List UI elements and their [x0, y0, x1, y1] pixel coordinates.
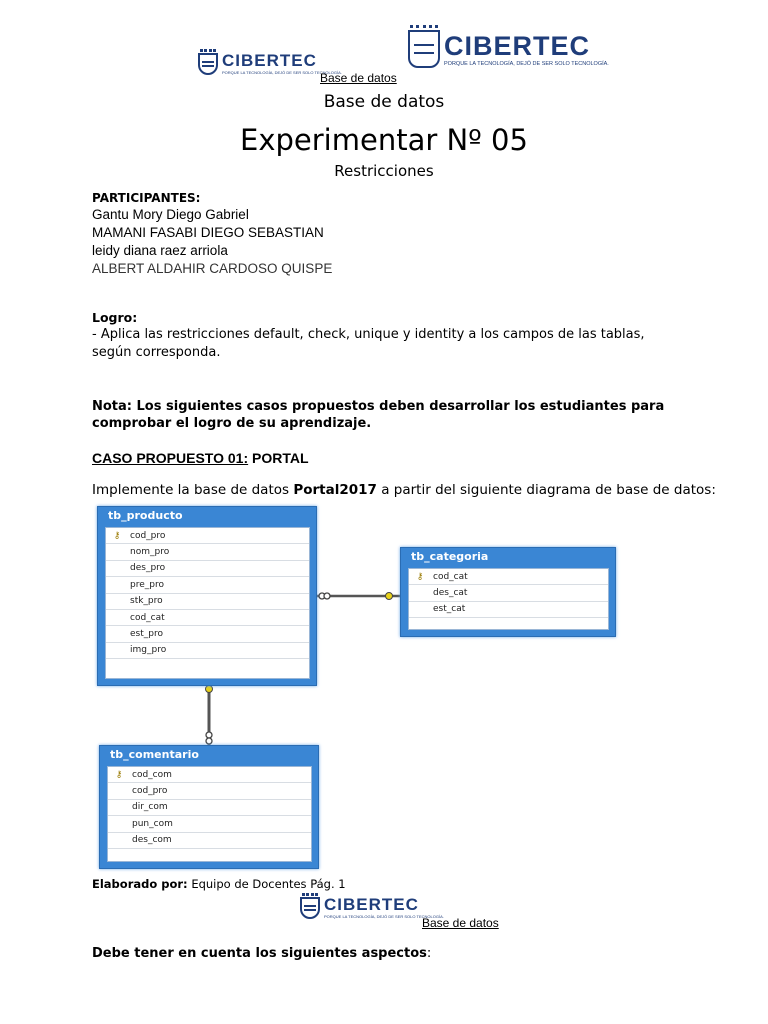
table-field-row: img_pro	[106, 643, 309, 659]
participant-name: ALBERT ALDAHIR CARDOSO QUISPE	[92, 261, 333, 276]
implement-db-name: Portal2017	[293, 482, 377, 498]
table-field-row: stk_pro	[106, 594, 309, 610]
many-end-icon	[324, 593, 330, 599]
table-field-row: dir_com	[108, 800, 311, 816]
table-fields	[408, 568, 609, 630]
aspectos-label: Debe tener en cuenta los siguientes aspectos	[92, 946, 427, 961]
logo-word: CIBERTEC	[444, 31, 591, 61]
table-field-row: des_cat	[409, 585, 608, 601]
table-field-row: est_pro	[106, 626, 309, 642]
table-title: tb_comentario	[110, 748, 199, 761]
table-field-row: cod_cat	[106, 610, 309, 626]
many-end-icon	[206, 732, 212, 738]
table-fields	[105, 527, 310, 679]
implement-post: a partir del siguiente diagrama de base de datos:	[376, 482, 716, 498]
participant-name: Gantu Mory Diego Gabriel	[92, 207, 249, 222]
logo-tagline: PORQUE LA TECNOLOGÍA, DEJÓ DE SER SOLO TECNOLOGÍA.	[444, 61, 609, 67]
page-title: Experimentar Nº 05	[240, 123, 528, 157]
table-title: tb_categoria	[411, 550, 489, 563]
header-course-link[interactable]: Base de datos	[320, 71, 397, 85]
primary-key-icon: ⚷	[115, 769, 123, 780]
table-tb-categoria	[400, 547, 616, 637]
page-subtitle: Restricciones	[334, 162, 434, 180]
logo-word: CIBERTEC	[222, 51, 317, 70]
primary-key-icon: ⚷	[113, 530, 121, 541]
table-tb-producto	[97, 506, 317, 686]
logro-text: - Aplica las restricciones default, check, unique y identity a los campos de las tablas, según corresponda.	[92, 327, 645, 360]
table-fields	[107, 766, 312, 862]
table-tb-comentario	[99, 745, 319, 869]
primary-key-icon: ⚷	[416, 571, 424, 582]
table-field-row: des_com	[108, 833, 311, 849]
table-title: tb_producto	[108, 509, 183, 522]
nota-text: Nota: Los siguientes casos propuestos deben desarrollar los estudiantes para comprobar el logro de su aprendizaje.	[92, 399, 665, 431]
case-label: CASO PROPUESTO 01:	[92, 450, 249, 466]
logro-label: Logro:	[92, 310, 138, 325]
participant-name: leidy diana raez arriola	[92, 243, 228, 258]
logo-word: CIBERTEC	[324, 895, 419, 914]
shield-icon	[300, 897, 320, 919]
key-end-icon	[386, 593, 393, 600]
table-field-row: nom_pro	[106, 544, 309, 560]
course-name: Base de datos	[323, 92, 445, 112]
table-field-row: ⚷ cod_pro	[106, 528, 309, 544]
table-field-row: cod_pro	[108, 783, 311, 799]
implement-pre: Implemente la base de datos	[92, 482, 294, 498]
elaborado-text: Equipo de Docentes Pág. 1	[187, 877, 346, 891]
table-field-row: ⚷ cod_com	[108, 767, 311, 783]
case-name: PORTAL	[252, 450, 309, 466]
table-field-row: des_pro	[106, 561, 309, 577]
logo-tagline: PORQUE LA TECNOLOGÍA, DEJÓ DE SER SOLO TECNOLOGÍA.	[324, 914, 444, 919]
logo-tagline: PORQUE LA TECNOLOGÍA, DEJÓ DE SER SOLO TECNOLOGÍA.	[222, 70, 342, 75]
table-field-row: est_cat	[409, 602, 608, 618]
elaborado-label: Elaborado por:	[92, 877, 188, 891]
participant-name: MAMANI FASABI DIEGO SEBASTIAN	[92, 225, 324, 240]
footer-credits	[92, 877, 346, 891]
many-end-icon	[206, 738, 212, 744]
key-end-icon	[206, 686, 213, 693]
aspectos-colon: :	[426, 946, 432, 961]
table-field-row: pun_com	[108, 816, 311, 832]
table-field-row: pre_pro	[106, 577, 309, 593]
aspectos-heading	[92, 946, 431, 961]
footer-course-link[interactable]: Base de datos	[422, 916, 499, 930]
table-field-row: ⚷ cod_cat	[409, 569, 608, 585]
participants-label: PARTICIPANTES:	[92, 191, 201, 205]
